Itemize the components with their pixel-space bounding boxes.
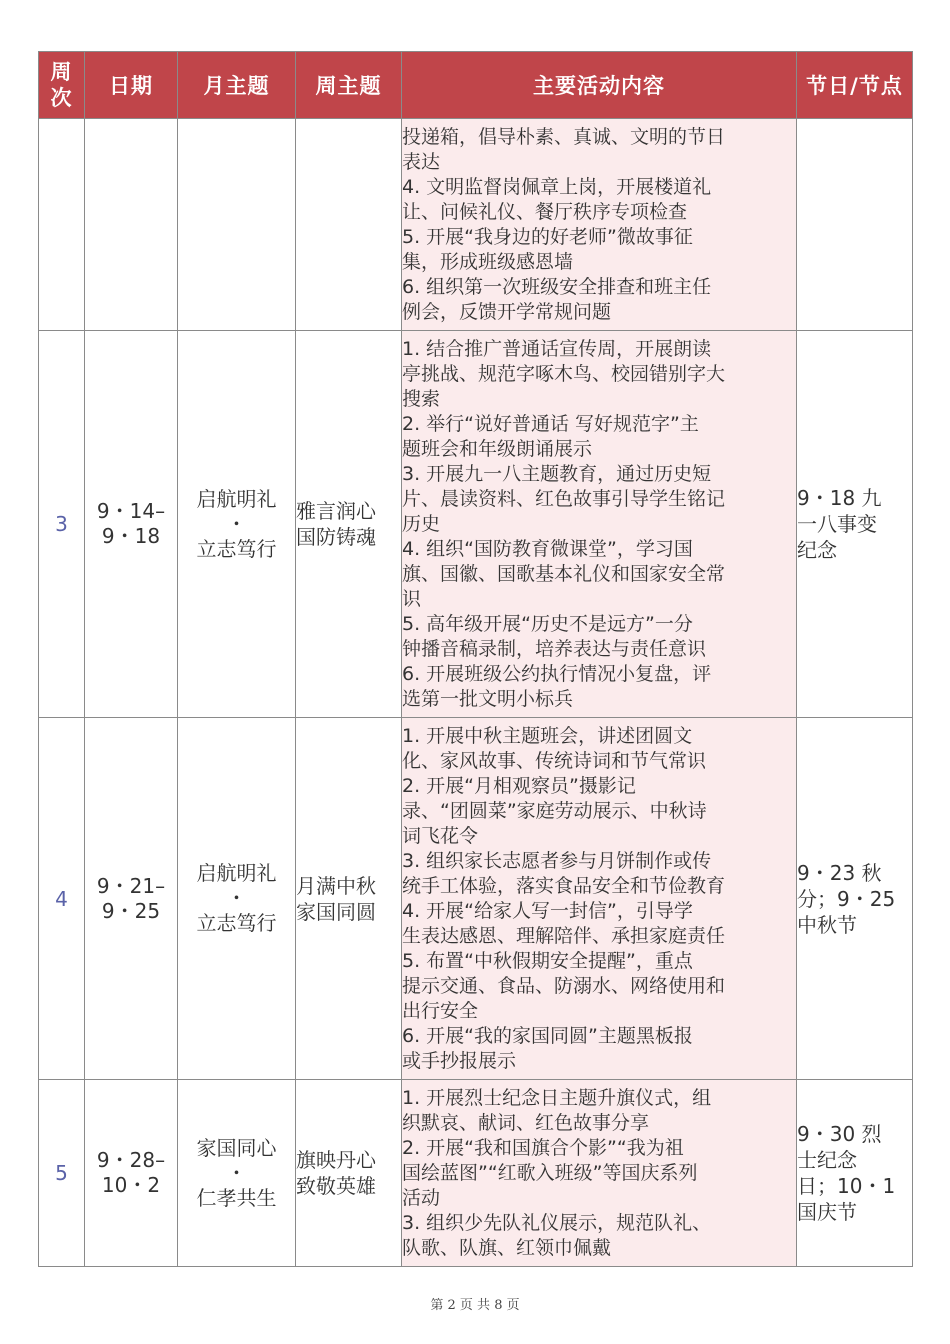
activity-line: 例会，反馈开学常规问题 xyxy=(402,300,612,323)
header-activities: 主要活动内容 xyxy=(402,52,797,119)
activity-line: 2. 开展“月相观察员”摄影记 xyxy=(402,774,636,797)
week-number: 3 xyxy=(39,331,85,718)
activity-line: 6. 组织第一次班级安全排查和班主任 xyxy=(402,275,712,298)
activity-line: 活动 xyxy=(402,1186,441,1209)
activity-line: 钟播音稿录制，培养表达与责任意识 xyxy=(402,637,707,660)
activity-line: 投递箱，倡导朴素、真诚、文明的节日 xyxy=(402,125,726,148)
activity-line: 4. 文明监督岗佩章上岗，开展楼道礼 xyxy=(402,175,712,198)
header-date: 日期 xyxy=(85,52,178,119)
festival-line: 纪念 xyxy=(797,538,837,562)
activity-plan-table xyxy=(38,51,913,1267)
month-theme-line: 启航明礼 xyxy=(196,861,277,885)
table-row xyxy=(39,119,913,331)
week-theme xyxy=(296,331,402,718)
date-range xyxy=(85,1080,178,1267)
festival-line: 士纪念 xyxy=(797,1148,857,1172)
activity-line: 统手工体验，落实食品安全和节俭教育 xyxy=(402,874,726,897)
activities-cell xyxy=(402,718,797,1080)
activity-line: 1. 开展中秋主题班会，讲述团圆文 xyxy=(402,724,693,747)
month-theme xyxy=(178,119,296,331)
activities-cell xyxy=(402,1080,797,1267)
month-theme-line: 立志笃行 xyxy=(196,911,277,935)
activity-line: 出行安全 xyxy=(402,999,479,1022)
activity-line: 让、问候礼仪、餐厅秩序专项检查 xyxy=(402,200,688,223)
activity-line: 表达 xyxy=(402,150,441,173)
activity-line: 选第一批文明小标兵 xyxy=(402,687,574,710)
week-theme-line: 家国同圆 xyxy=(296,899,376,924)
date-start: 9・14– xyxy=(96,499,166,523)
activity-line: 2. 举行“说好普通话 写好规范字”主 xyxy=(402,412,699,435)
activity-line: 5. 布置“中秋假期安全提醒”，重点 xyxy=(402,949,693,972)
date-range xyxy=(85,331,178,718)
festival-cell xyxy=(797,718,913,1080)
month-theme-line: 立志笃行 xyxy=(196,536,277,561)
week-theme-line: 致敬英雄 xyxy=(296,1174,376,1198)
week-theme xyxy=(296,1080,402,1267)
activity-line: 1. 开展烈士纪念日主题升旗仪式，组 xyxy=(402,1086,712,1109)
activity-line: 识 xyxy=(402,587,422,610)
activity-line: 3. 组织少先队礼仪展示，规范队礼、 xyxy=(402,1211,712,1234)
month-theme xyxy=(178,1080,296,1267)
activity-line: 搜索 xyxy=(402,387,441,410)
festival-line: 9・30 烈 xyxy=(797,1122,882,1146)
activity-line: 6. 开展班级公约执行情况小复盘，评 xyxy=(402,662,712,685)
activity-line: 5. 高年级开展“历史不是远方”一分 xyxy=(402,612,693,635)
date-end: 9・25 xyxy=(101,898,161,923)
week-number xyxy=(39,119,85,331)
week-theme-line: 月满中秋 xyxy=(296,873,376,898)
festival-cell xyxy=(797,331,913,718)
week-number: 4 xyxy=(39,718,85,1080)
activity-line: 4. 开展“给家人写一封信”，引导学 xyxy=(402,899,693,922)
week-theme-line: 雅言润心 xyxy=(296,499,376,523)
activity-line: 6. 开展“我的家国同圆”主题黑板报 xyxy=(402,1024,693,1047)
month-theme xyxy=(178,718,296,1080)
week-theme xyxy=(296,119,402,331)
activities-cell xyxy=(402,119,797,331)
festival-line: 日；10・1 xyxy=(797,1174,896,1198)
activity-line: 录、“团圆菜”家庭劳动展示、中秋诗 xyxy=(402,799,707,822)
week-theme xyxy=(296,718,402,1080)
activity-line: 提示交通、食品、防溺水、网络使用和 xyxy=(402,974,726,997)
date-start: 9・21– xyxy=(96,873,166,898)
activity-line: 化、家风故事、传统诗词和节气常识 xyxy=(402,749,707,772)
week-theme-line: 旗映丹心 xyxy=(296,1148,376,1172)
month-theme-separator: ・ xyxy=(226,511,247,536)
table-row xyxy=(39,331,913,718)
week-theme-line: 国防铸魂 xyxy=(296,525,376,549)
date-range xyxy=(85,718,178,1080)
activity-line: 国绘蓝图”“红歌入班级”等国庆系列 xyxy=(402,1161,698,1184)
date-range xyxy=(85,119,178,331)
activity-line: 1. 结合推广普通话宣传周，开展朗读 xyxy=(402,337,712,360)
activity-line: 词飞花令 xyxy=(402,824,479,847)
festival-line: 9・18 九 xyxy=(797,486,882,510)
month-theme-line: 启航明礼 xyxy=(196,486,277,511)
table-header-row xyxy=(39,52,913,119)
activity-line: 生表达感恩、理解陪伴、承担家庭责任 xyxy=(402,924,726,947)
festival-line: 国庆节 xyxy=(797,1200,857,1224)
month-theme-separator: ・ xyxy=(226,886,247,910)
activity-line: 亭挑战、规范字啄木鸟、校园错别字大 xyxy=(402,362,726,385)
date-end: 10・2 xyxy=(101,1173,161,1197)
activity-line: 片、晨读资料、红色故事引导学生铭记 xyxy=(402,487,726,510)
date-start: 9・28– xyxy=(96,1148,166,1172)
header-week xyxy=(39,52,85,119)
activity-line: 3. 组织家长志愿者参与月饼制作或传 xyxy=(402,849,712,872)
week-number: 5 xyxy=(39,1080,85,1267)
festival-line: 9・23 秋 xyxy=(797,860,882,885)
page-footer: 第 2 页 共 8 页 xyxy=(430,1298,520,1313)
activity-line: 或手抄报展示 xyxy=(402,1049,517,1072)
activity-line: 4. 组织“国防教育微课堂”，学习国 xyxy=(402,537,693,560)
header-festival: 节日/节点 xyxy=(797,52,913,119)
month-theme-line: 家国同心 xyxy=(196,1135,277,1160)
date-end: 9・18 xyxy=(101,524,161,548)
festival-cell xyxy=(797,119,913,331)
activity-line: 旗、国徽、国歌基本礼仪和国家安全常 xyxy=(402,562,726,585)
header-week-label: 周 次 xyxy=(50,60,73,110)
month-theme-separator: ・ xyxy=(226,1160,247,1185)
activity-line: 3. 开展九一八主题教育，通过历史短 xyxy=(402,462,712,485)
festival-line: 分；9・25 xyxy=(797,886,896,911)
activity-line: 集，形成班级感恩墙 xyxy=(402,250,574,273)
activity-line: 2. 开展“我和国旗合个影”“我为祖 xyxy=(402,1136,684,1159)
month-theme-line: 仁孝共生 xyxy=(196,1185,277,1210)
table-row xyxy=(39,718,913,1080)
table-row xyxy=(39,1080,913,1267)
activities-cell xyxy=(402,331,797,718)
activity-line: 队歌、队旗、红领巾佩戴 xyxy=(402,1236,612,1259)
festival-line: 中秋节 xyxy=(797,912,857,937)
activity-line: 历史 xyxy=(402,512,441,535)
festival-line: 一八事变 xyxy=(797,512,877,536)
month-theme xyxy=(178,331,296,718)
festival-cell xyxy=(797,1080,913,1267)
header-week-theme: 周主题 xyxy=(296,52,402,119)
activity-line: 5. 开展“我身边的好老师”微故事征 xyxy=(402,225,693,248)
activity-line: 题班会和年级朗诵展示 xyxy=(402,437,593,460)
header-month-theme: 月主题 xyxy=(178,52,296,119)
activity-line: 织默哀、献词、红色故事分享 xyxy=(402,1111,650,1134)
